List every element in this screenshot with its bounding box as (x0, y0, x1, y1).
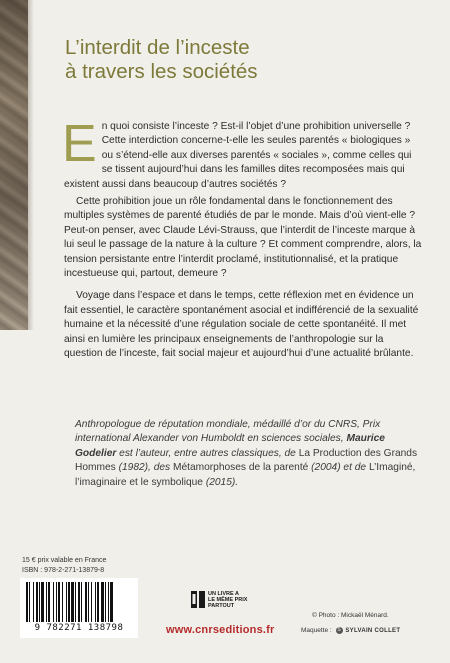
barcode-bar (101, 582, 104, 622)
sylvain-collet-icon: S (337, 627, 341, 633)
barcode-bar (88, 582, 89, 622)
book-title-1: La Production des Grands Hommes (75, 447, 418, 474)
barcode-bar (46, 582, 47, 622)
blurb-paragraph-2: Cette prohibition joue un rôle fondamental dans le fonctionnement des multiples systèmes de parenté étudiés de par le monde. Mais d’où vient-elle ? Peut-on penser, avec Claude Lévi-Strauss, que l’interdit de l’inceste marque à lui seul le passage de la nature à la culture ? Et comment comprendre, alors, la tension persistante entre l’interdit proclamé, institutionnalisé, et la pratique incestueuse qui, partout, demeure ? (64, 196, 422, 280)
barcode-bar (68, 582, 70, 622)
barcode-bar (97, 582, 99, 622)
cover-photo-strip (0, 0, 28, 330)
bio-text-2: est l’auteur, entre autres classiques, de (116, 447, 299, 459)
barcode (20, 578, 138, 638)
barcode-bar (62, 582, 63, 622)
barcode-bar (78, 582, 80, 622)
drop-cap: E (62, 115, 97, 173)
author-name: Maurice Godelier (75, 433, 385, 459)
barcode-bar (56, 582, 57, 622)
barcode-bar (71, 582, 74, 622)
book-title-2: Métamorphoses de la parenté (172, 462, 309, 474)
blurb-paragraph-1 (62, 115, 424, 192)
barcode-bar (41, 582, 44, 622)
title-line-1: L’interdit de l’inceste (65, 36, 250, 59)
blurb-paragraph-1-text: n quoi consiste l’inceste ? Est-il l’objet d’une prohibition universelle ? Cette interdiction concerne-t-elle les seules parentés « biologiques » ou s’étend-elle aux diverses parentés « sociales », comme celles qui se tissent aujourd’hui dans les familles dites recomposées mais qui existent aussi dans beaucoup d’autres sociétés ? (64, 121, 412, 190)
barcode-bar (33, 582, 34, 622)
barcode-bar (53, 582, 54, 622)
barcode-bar (110, 582, 113, 622)
publisher-url: www.cnrseditions.fr (166, 624, 275, 636)
book-title-3: L’Imaginé, l’imaginaire et le symbolique (75, 462, 416, 488)
photo-credit: © Photo : Mickaël Ménard. (312, 612, 389, 619)
barcode-bar (85, 582, 87, 622)
logo-line-2: LE MÊME PRIX (208, 597, 248, 604)
barcode-bar (105, 582, 106, 622)
barcode-bar (95, 582, 96, 622)
barcode-bar (66, 582, 67, 622)
design-credit (301, 627, 400, 634)
bio-year-3: (2015). (202, 476, 239, 488)
maquette-label: Maquette : (301, 627, 332, 635)
barcode-bar (91, 582, 92, 622)
blurb-paragraph-3: Voyage dans l’espace et dans le temps, cette réflexion met en évidence un fait essentiel, le caractère spontanément asocial et indifférencié de la sexualité humaine et la nécessité d’une régulation sociale de cette spontanéité. Il met ainsi en lumière les principaux enseignements de l’anthropologie sur la question de l’inceste, fait social majeur et aujourd’hui d’une actualité brûlante. (64, 290, 419, 360)
designer-name: SYLVAIN COLLET (345, 628, 401, 635)
book-title (65, 36, 425, 84)
barcode-bar (39, 582, 40, 622)
isbn-text: ISBN : 978-2-271-13879-8 (22, 566, 105, 574)
barcode-bar (58, 582, 60, 622)
author-bio (75, 418, 420, 490)
price-text: 15 € prix valable en France (22, 557, 107, 564)
barcode-bar (36, 582, 38, 622)
book-logo-icon (190, 590, 206, 610)
bio-text-1: Anthropologue de réputation mondiale, médaillé d’or du CNRS, Prix international Alexander von Humboldt en sciences sociales, (75, 419, 381, 445)
logo-text (208, 591, 247, 610)
title-line-2: à travers les sociétés (65, 60, 258, 83)
blurb (62, 115, 424, 365)
logo-line-3: PARTOUT (208, 603, 235, 610)
barcode-bar (26, 582, 28, 622)
barcode-bar (81, 582, 82, 622)
price-info (22, 556, 106, 575)
prix-unique-logo (190, 590, 270, 612)
barcode-bar (108, 582, 109, 622)
barcode-bar (48, 582, 50, 622)
barcode-digits: 9 782271 138798 (34, 623, 124, 633)
bio-year-2: (2004) et de (308, 462, 369, 474)
barcode-bar (75, 582, 76, 622)
logo-line-1: UN LIVRE A (208, 591, 239, 597)
barcode-bars (26, 582, 132, 622)
bio-year-1: (1982), des (115, 462, 173, 474)
barcode-bar (29, 582, 30, 622)
